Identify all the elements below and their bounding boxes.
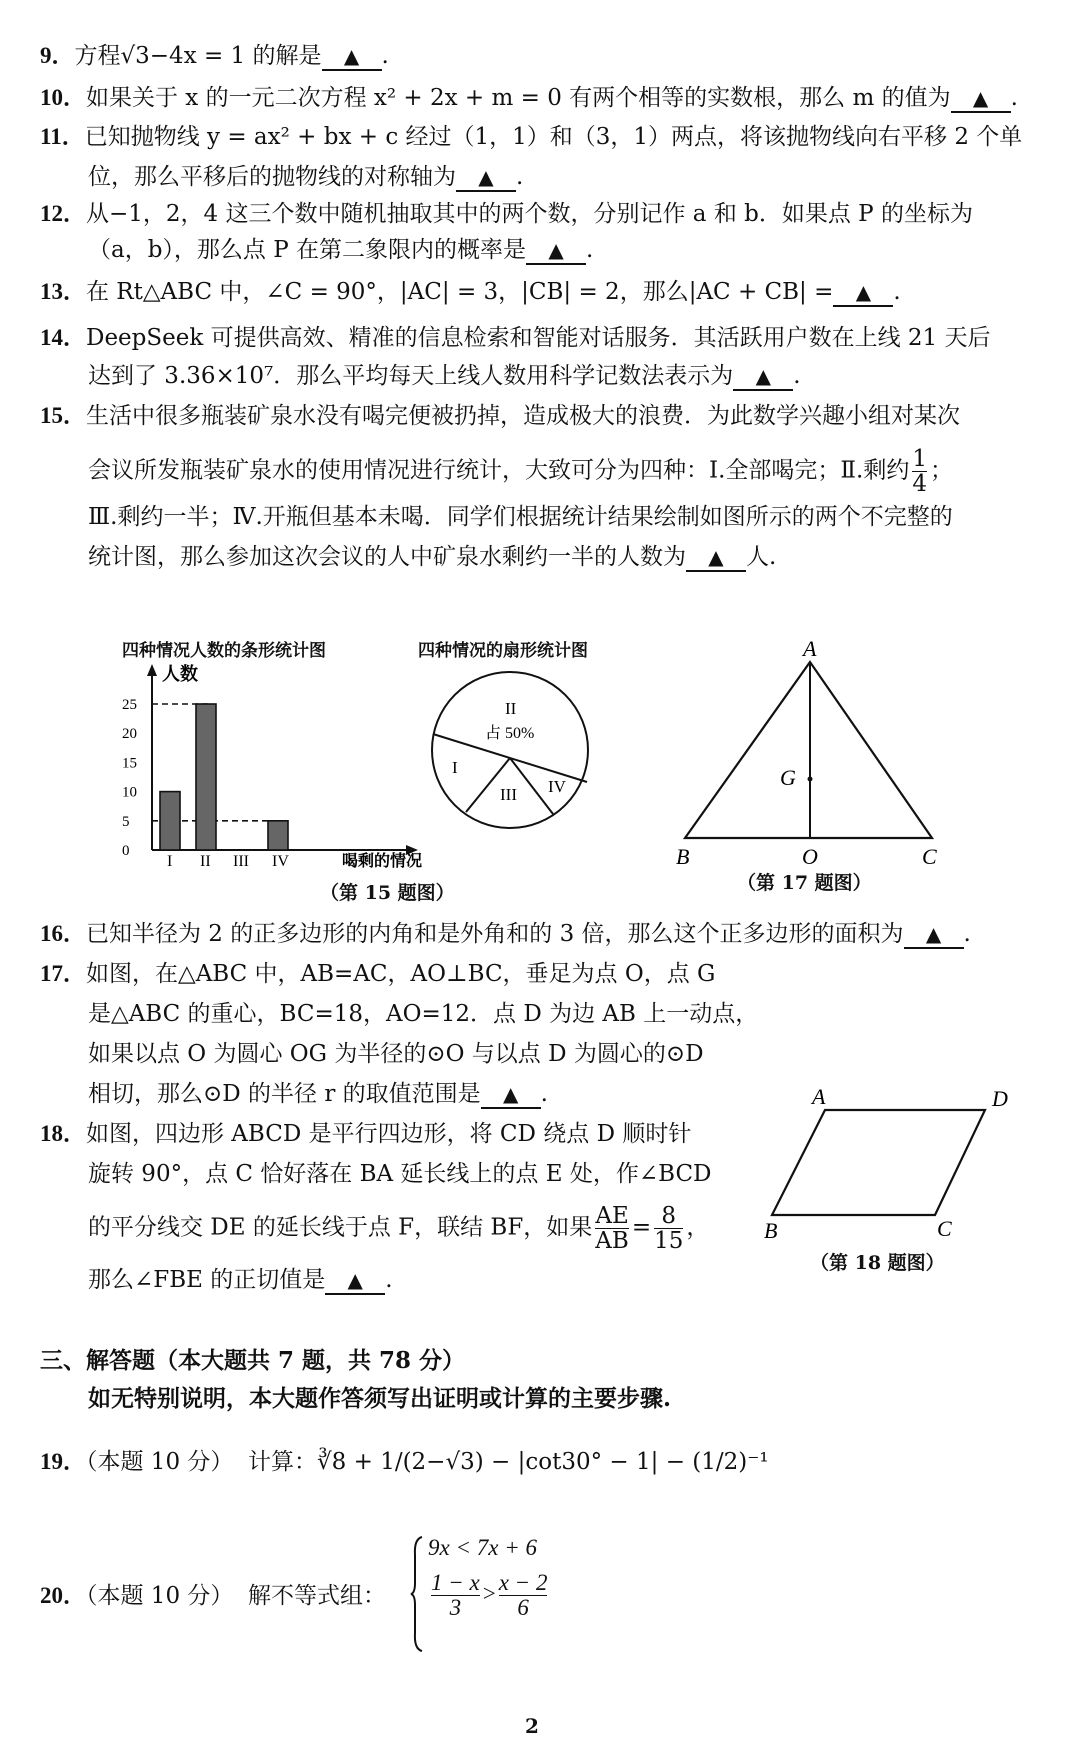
x-category-label: I <box>167 853 173 870</box>
figure-17-triangle <box>670 636 940 872</box>
y-tick-label: 15 <box>122 755 137 772</box>
pie-label-II: II <box>505 699 517 718</box>
question-18: 18．如图，四边形 ABCD 是平行四边形，将 CD 绕点 D 顺时针 <box>40 1121 692 1147</box>
x-category-label: II <box>200 853 211 870</box>
label-B: B <box>676 844 690 869</box>
question-12: 12．从−1，2，4 这三个数中随机抽取其中的两个数，分别记作 a 和 b．如果点 P 的坐标为 <box>40 201 973 227</box>
fraction-ae-ab: $\frac{AE}{AB}$ <box>595 1203 629 1254</box>
q19-expression: ∛8 + 1/(2−√3) − |cot30° − 1| − (1/2)⁻¹ <box>317 1449 769 1475</box>
question-10: 10．如果关于 x 的一元二次方程 x² + 2x + m = 0 有两个相等的实数根，那么 m 的值为 ▲ . <box>40 85 1018 111</box>
question-15-line2: 会议所发瓶装矿泉水的使用情况进行统计，大致可分为四种：Ⅰ.全部喝完；Ⅱ.剩约 $\frac{1}{4}$ ； <box>88 446 953 497</box>
inequality-2: $\frac{1 - x}{3}$ > $\frac{x - 2}{6}$ <box>431 1570 548 1620</box>
question-14-line2: 达到了 3.36×10⁷．那么平均每天上线人数用科学记数法表示为 ▲ . <box>88 363 801 389</box>
section-3-note: 如无特别说明，本大题作答须写出证明或计算的主要步骤. <box>88 1385 672 1412</box>
question-18-line4: 那么∠FBE 的正切值是 ▲ . <box>88 1267 393 1293</box>
question-11: 11．已知抛物线 y = ax² + bx + c 经过（1，1）和（3，1）两点，将该抛物线向右平移 2 个单 <box>40 124 1023 150</box>
parallelogram-abcd <box>772 1110 985 1215</box>
label-G: G <box>780 765 796 790</box>
label-B: B <box>764 1218 778 1243</box>
y-tick-label: 0 <box>122 843 130 859</box>
figure-18-caption: （第 18 题图） <box>810 1252 945 1274</box>
y-axis-label: 人数 <box>162 664 198 684</box>
y-tick-label: 20 <box>122 726 137 743</box>
label-D: D <box>992 1086 1008 1111</box>
bar-chart-title: 四种情况人数的条形统计图 <box>122 641 326 661</box>
label-A: A <box>812 1084 826 1109</box>
y-tick-label: 5 <box>122 813 130 830</box>
centroid-point <box>808 777 813 782</box>
x-category-label: III <box>233 853 249 870</box>
question-15-line3: Ⅲ.剩约一半；Ⅳ.开瓶但基本未喝．同学们根据统计结果绘制如图所示的两个不完整的 <box>88 504 953 530</box>
question-13: 13．在 Rt△ABC 中，∠C = 90°，|AC| = 3，|CB| = 2，那么|AC + CB| = ▲ . <box>40 279 901 305</box>
question-18-line3: 的平分线交 DE 的延长线于点 F，联结 BF，如果 $\frac{AE}{AB}$ = $\frac{8}{15}$ ， <box>88 1203 710 1254</box>
inequality-1: 9x < 7x + 6 <box>428 1535 537 1560</box>
bar-chart <box>120 660 423 870</box>
question-11-line2: 位，那么平移后的抛物线的对称轴为 ▲ . <box>88 164 524 190</box>
question-17-line4: 相切，那么⊙D 的半径 r 的取值范围是 ▲ . <box>88 1081 548 1107</box>
figure-15-caption: （第 15 题图） <box>320 882 455 904</box>
question-15-line4: 统计图，那么参加这次会议的人中矿泉水剩约一半的人数为 ▲ 人. <box>88 544 777 570</box>
pie-label-IV: IV <box>548 777 566 796</box>
question-14: 14．DeepSeek 可提供高效、精准的信息检索和智能对话服务．其活跃用户数在上线 21 天后 <box>40 325 991 351</box>
x-category-label: IV <box>272 853 289 870</box>
bar-II <box>196 704 216 850</box>
question-18-line2: 旋转 90°，点 C 恰好落在 BA 延长线上的点 E 处，作∠BCD <box>88 1161 712 1187</box>
question-17-line2: 是△ABC 的重心，BC=18，AO=12．点 D 为边 AB 上一动点， <box>88 1001 759 1027</box>
answer-blank[interactable]: ▲ <box>325 1267 385 1295</box>
question-17-line3: 如果以点 O 为圆心 OG 为半径的⊙O 与以点 D 为圆心的⊙D <box>88 1041 704 1067</box>
triangle-abc <box>685 662 932 838</box>
answer-blank[interactable]: ▲ <box>526 237 586 265</box>
left-brace-icon <box>410 1535 424 1653</box>
pie-label-III: III <box>500 785 517 804</box>
label-C: C <box>922 844 937 869</box>
label-C: C <box>937 1216 952 1241</box>
answer-blank[interactable]: ▲ <box>733 363 793 391</box>
answer-blank[interactable]: ▲ <box>951 85 1011 113</box>
answer-blank[interactable]: ▲ <box>456 164 516 192</box>
label-O: O <box>802 844 818 869</box>
y-tick-label: 25 <box>122 697 137 713</box>
question-9: 9．方程√3−4x = 1 的解是 ▲ . <box>40 43 389 69</box>
section-3-title: 三、解答题（本大题共 7 题，共 78 分） <box>40 1347 466 1374</box>
pie-label-II-percent: 占 50% <box>485 725 535 742</box>
question-20: 20．（本题 10 分） 解不等式组： <box>40 1583 387 1609</box>
pie-outline <box>432 672 588 828</box>
answer-blank[interactable]: ▲ <box>686 544 746 572</box>
question-16: 16．已知半径为 2 的正多边形的内角和是外角和的 3 倍，那么这个正多边形的面积为 ▲ . <box>40 921 971 947</box>
answer-blank[interactable]: ▲ <box>481 1081 541 1109</box>
figure-17-caption: （第 17 题图） <box>737 872 872 894</box>
question-19: 19．（本题 10 分） 计算：∛8 + 1/(2−√3) − |cot30° − 1| − (1/2)⁻¹ <box>40 1449 769 1475</box>
fraction-8-15: $\frac{8}{15}$ <box>654 1203 684 1254</box>
pie-chart <box>430 670 590 830</box>
x-axis-label: 喝剩的情况 <box>342 853 423 870</box>
y-tick-label: 10 <box>122 784 137 801</box>
question-15: 15．生活中很多瓶装矿泉水没有喝完便被扔掉，造成极大的浪费．为此数学兴趣小组对某次 <box>40 403 960 429</box>
fraction-one-quarter: $\frac{1}{4}$ <box>912 446 927 497</box>
answer-blank[interactable]: ▲ <box>322 43 382 71</box>
label-A: A <box>803 636 817 661</box>
question-17: 17．如图，在△ABC 中，AB=AC，AO⊥BC，垂足为点 O，点 G <box>40 961 716 987</box>
pie-chart-title: 四种情况的扇形统计图 <box>418 641 588 661</box>
question-12-line2: （a，b），那么点 P 在第二象限内的概率是 ▲ . <box>88 237 594 263</box>
answer-blank[interactable]: ▲ <box>833 279 893 307</box>
bar-I <box>160 792 180 850</box>
bar-IV <box>268 821 288 850</box>
figure-18-parallelogram <box>760 1084 1030 1243</box>
page-number: 2 <box>525 1714 539 1738</box>
answer-blank[interactable]: ▲ <box>904 921 964 949</box>
pie-label-I: I <box>452 758 458 777</box>
y-axis-arrow-icon <box>147 664 157 676</box>
bars <box>122 697 289 870</box>
